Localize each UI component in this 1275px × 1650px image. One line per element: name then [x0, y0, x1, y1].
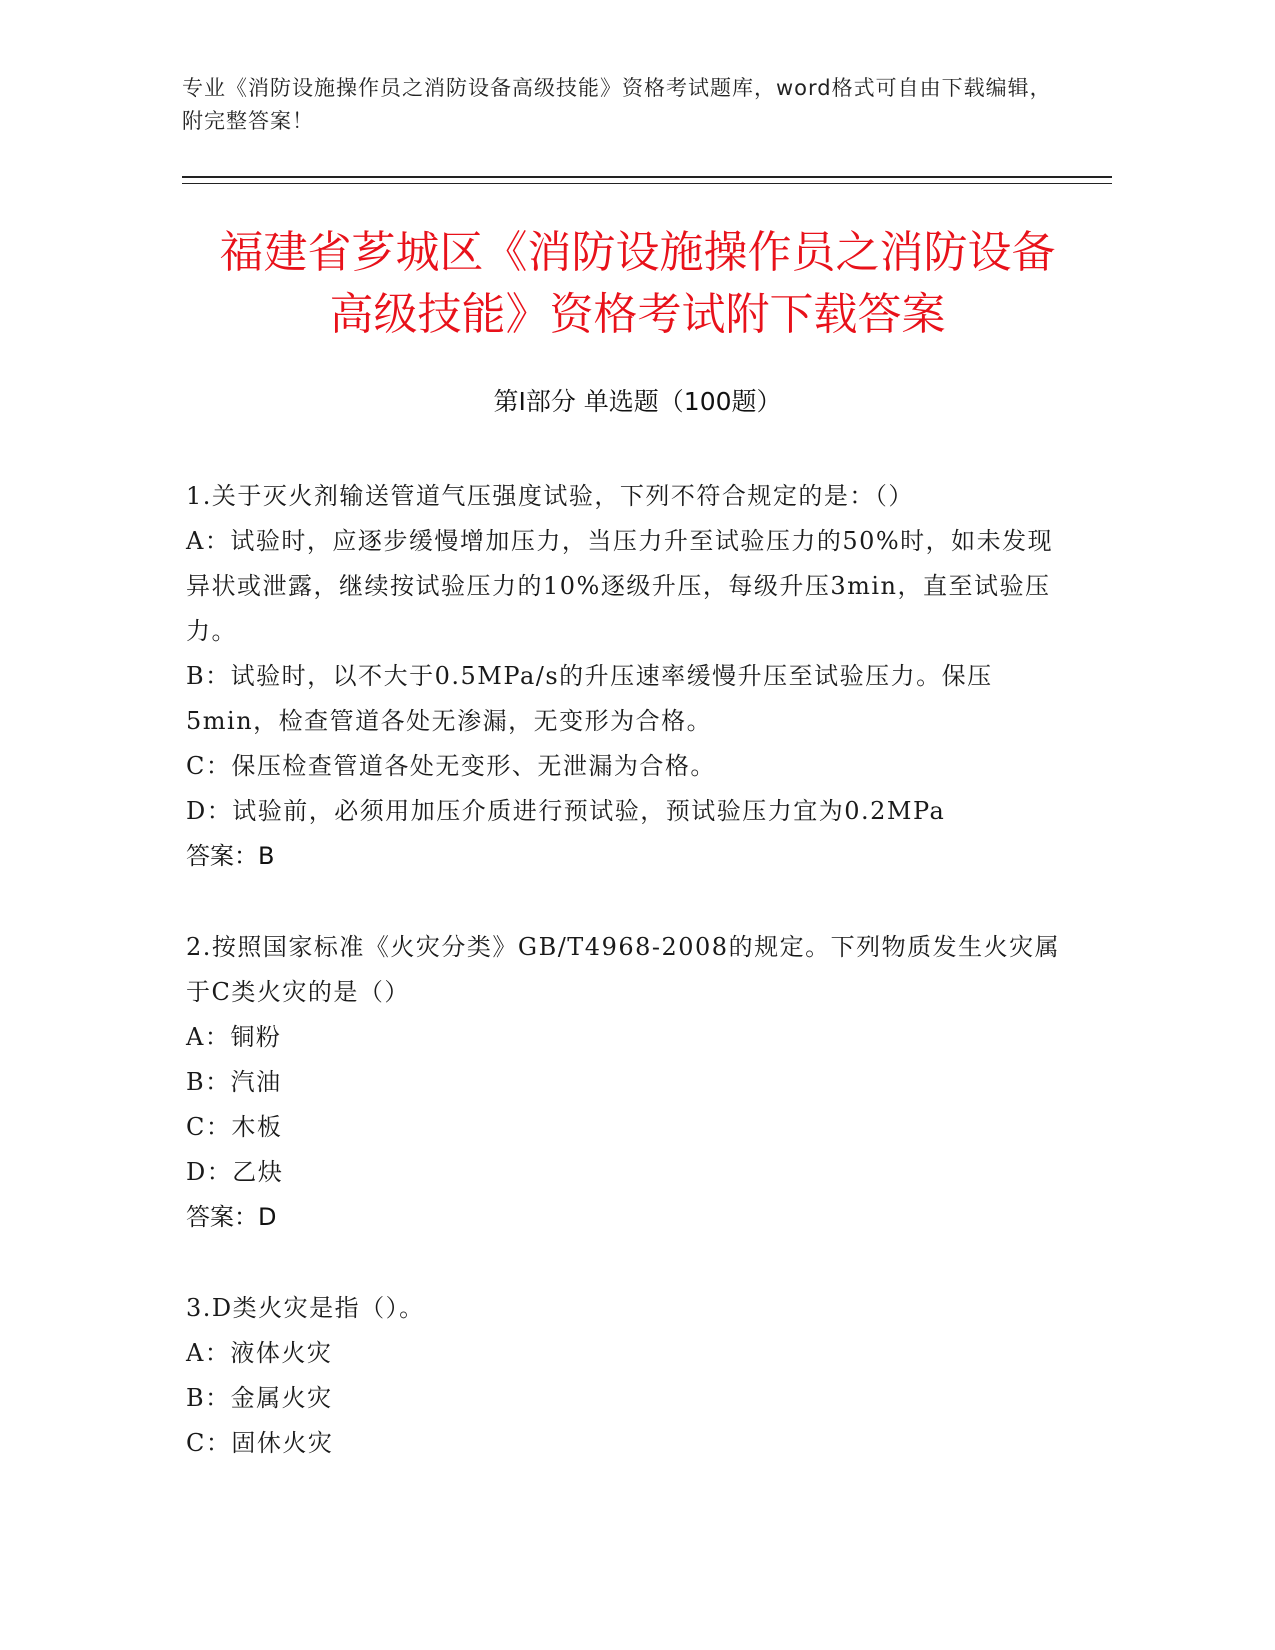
question-list — [186, 474, 1066, 1512]
option-c: C：木板 — [186, 1113, 283, 1141]
question-3 — [186, 1286, 1066, 1466]
question-stem: 3.D类火灾是指（）。 — [186, 1294, 425, 1322]
document-title-line-1: 福建省芗城区《消防设施操作员之消防设备 — [219, 227, 1056, 278]
option-b: B：试验时，以不大于0.5MPa/s的升压速率缓慢升压至试验压力。保压5min，检查管道各处无渗漏，无变形为合格。 — [186, 662, 993, 735]
document-title-line-2: 高级技能》资格考试附下载答案 — [329, 289, 946, 340]
question-2 — [186, 925, 1066, 1240]
option-a: A：铜粉 — [186, 1023, 282, 1051]
header-divider-thick — [182, 176, 1112, 178]
option-d: D：试验前，必须用加压介质进行预试验，预试验压力宜为0.2MPa — [186, 797, 946, 825]
question-stem: 2.按照国家标准《火灾分类》GB/T4968-2008的规定。下列物质发生火灾属于C类火灾的是（） — [186, 933, 1061, 1006]
question-stem: 1.关于灭火剂输送管道气压强度试验，下列不符合规定的是：（） — [186, 482, 914, 510]
option-a: A：试验时，应逐步缓慢增加压力，当压力升至试验压力的50%时，如未发现异状或泄露，继续按试验压力的10%逐级升压，每级升压3min，直至试验压力。 — [186, 527, 1054, 645]
option-b: B：汽油 — [186, 1068, 282, 1096]
question-1 — [186, 474, 1066, 879]
answer-line: 答案：D — [186, 1203, 277, 1231]
option-a: A：液体火灾 — [186, 1339, 333, 1367]
option-c: C：保压检查管道各处无变形、无泄漏为合格。 — [186, 752, 716, 780]
section-title: 第Ⅰ部分 单选题（100题） — [493, 387, 782, 416]
header-divider-thin — [182, 183, 1112, 184]
header-note: 专业《消防设施操作员之消防设备高级技能》资格考试题库，word格式可自由下载编辑，附完整答案！ — [182, 76, 1052, 133]
option-d: D：乙炔 — [186, 1158, 284, 1186]
document-title — [150, 222, 1125, 346]
answer-line: 答案：B — [186, 842, 275, 870]
option-c: C：固休火灾 — [186, 1429, 334, 1457]
option-b: B：金属火灾 — [186, 1384, 333, 1412]
